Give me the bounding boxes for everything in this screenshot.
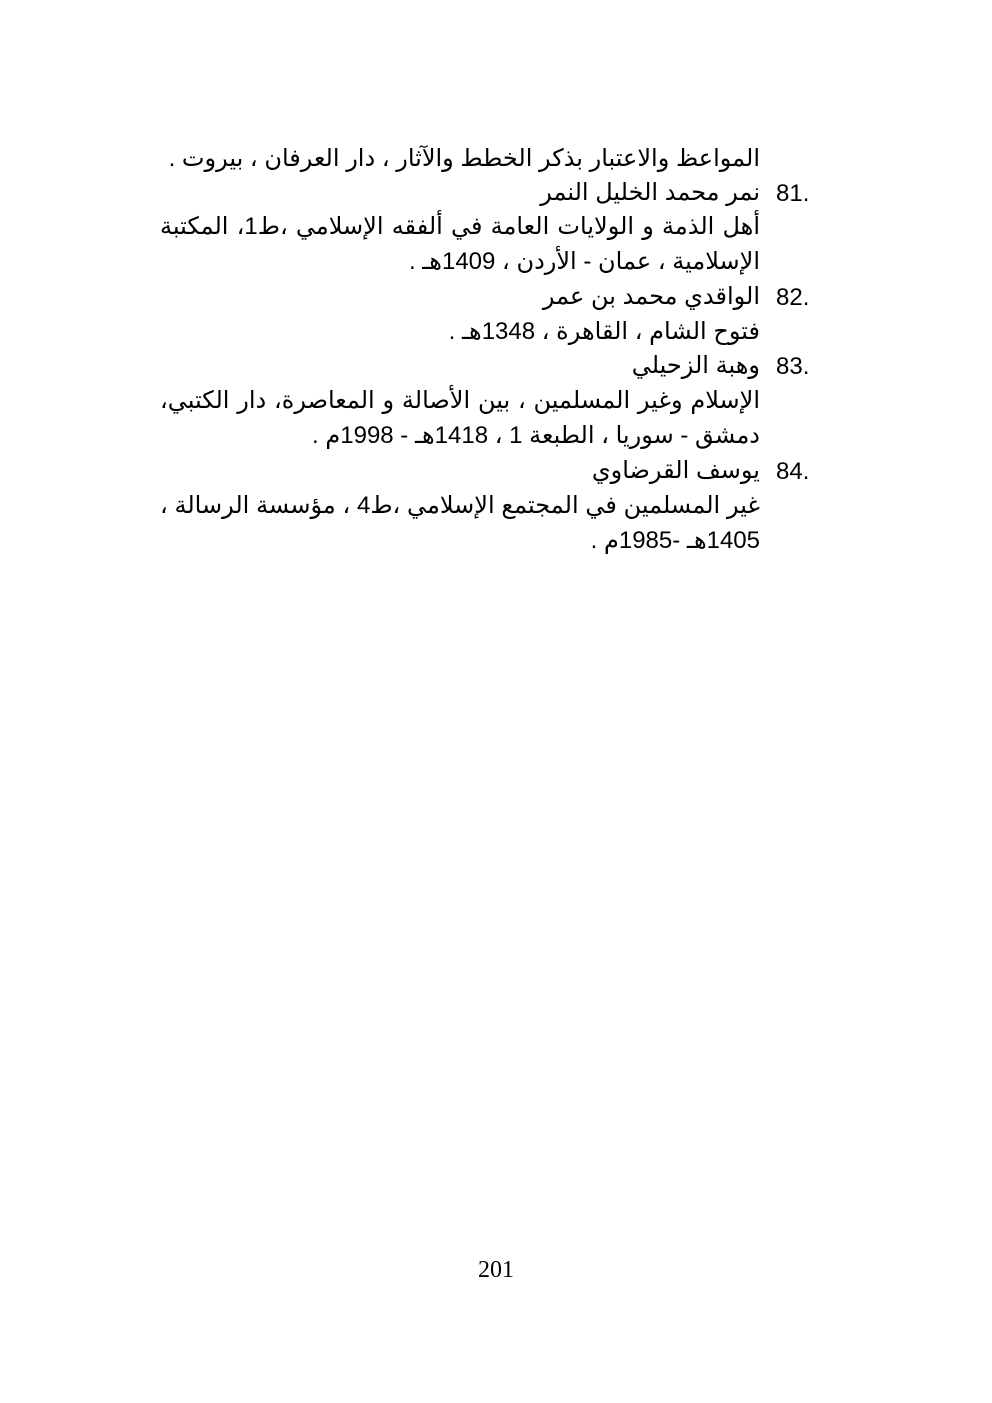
entry-81-author: نمر محمد الخليل النمر	[540, 179, 760, 206]
entry-83-title-line-2: دمشق - سوريا ، الطبعة 1 ، 1418هـ - 1998م .	[312, 422, 760, 449]
entry-84-number: 84.	[776, 458, 810, 485]
entry-82-number: 82.	[776, 284, 810, 311]
entry-80-tail-line: المواعظ والاعتبار بذكر الخطط والآثار ، دار العرفان ، بيروت .	[168, 145, 760, 172]
entry-84-title-line-2: 1405هـ -1985م .	[590, 527, 760, 554]
page-number: 201	[478, 1257, 514, 1283]
entry-83-title-line-1: الإسلام وغير المسلمين ، بين الأصالة و المعاصرة، دار الكتبي،	[160, 387, 760, 414]
entry-82-author: الواقدي محمد بن عمر	[542, 283, 760, 310]
entry-83-author: وهبة الزحيلي	[631, 352, 760, 379]
entry-81-number: 81.	[776, 180, 810, 207]
entry-81-title-line-1: أهل الذمة و الولايات العامة في ألفقه الإسلامي ،ط1، المكتبة	[160, 213, 761, 240]
entry-83-number: 83.	[776, 353, 810, 380]
entry-84-title-line-1: غير المسلمين في المجتمع الإسلامي ،ط4 ، مؤسسة الرسالة ،	[160, 492, 760, 519]
entry-81-title-line-2: الإسلامية ، عمان - الأردن ، 1409هـ .	[408, 248, 760, 275]
entry-82-title-line-1: فتوح الشام ، القاهرة ، 1348هـ .	[448, 318, 760, 345]
entry-84-author: يوسف القرضاوي	[591, 457, 760, 484]
